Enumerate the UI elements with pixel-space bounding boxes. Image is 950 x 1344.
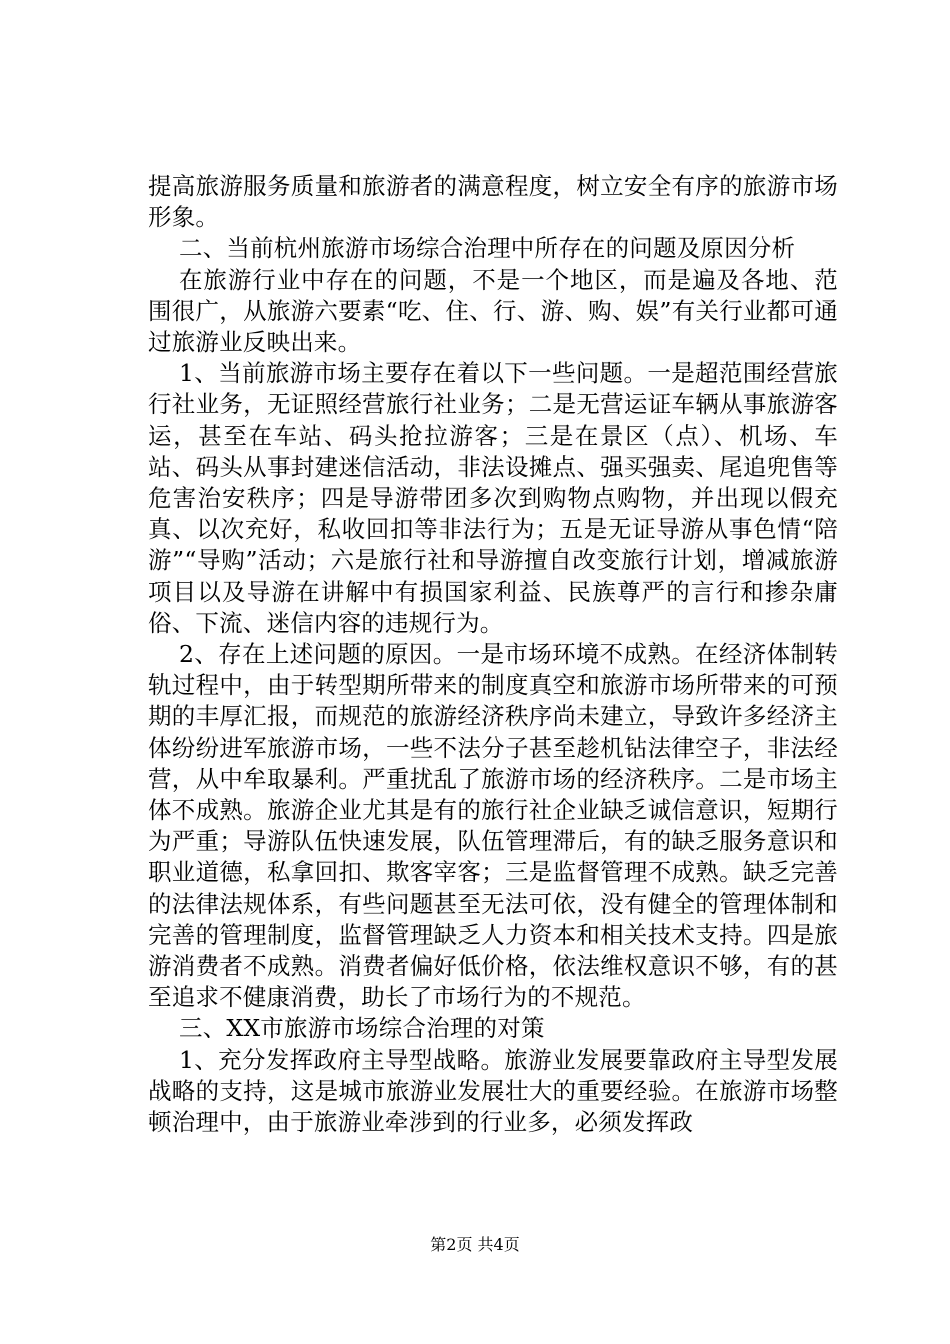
- page-footer: 第2页 共4页: [430, 1235, 520, 1254]
- body-text: [148, 171, 838, 1138]
- paragraph-intro: 在旅游行业中存在的问题，不是一个地区，而是遍及各地、范围很广，从旅游六要素“吃、住、行、游、购、娱”有关行业都可通过旅游业反映出来。: [148, 265, 838, 357]
- paragraph-continuation: 提高旅游服务质量和旅游者的满意程度，树立安全有序的旅游市场形象。: [148, 172, 838, 232]
- section-heading-countermeasures: 三、XX市旅游市场综合治理的对策: [179, 1014, 545, 1043]
- paragraph-problems: 1、当前旅游市场主要存在着以下一些问题。一是超范围经营旅行社业务，无证照经营旅行社业务；二是无营运证车辆从事旅游客运，甚至在车站、码头抢拉游客；三是在景区（点）、机场、车站、码头从事封建迷信活动，非法设摊点、强买强卖、尾追兜售等危害治安秩序；四是导游带团多次到购物点购物，并出现以假充真、以次充好，私收回扣等非法行为；五是无证导游从事色情“陪游”“导购”活动；六是旅行社和导游擅自改变旅行计划，增减旅游项目以及导游在讲解中有损国家利益、民族尊严的言行和掺杂庸俗、下流、迷信内容的违规行为。: [148, 359, 838, 637]
- section-heading-problems: 二、当前杭州旅游市场综合治理中所存在的问题及原因分析: [179, 234, 796, 263]
- paragraph-government-strategy: 1、充分发挥政府主导型战略。旅游业发展要靠政府主导型发展战略的支持，这是城市旅游业发展壮大的重要经验。在旅游市场整顿治理中，由于旅游业牵涉到的行业多，必须发挥政: [148, 1045, 838, 1137]
- paragraph-causes: 2、存在上述问题的原因。一是市场环境不成熟。在经济体制转轨过程中，由于转型期所带来的制度真空和旅游市场所带来的可预期的丰厚汇报，而规范的旅游经济秩序尚未建立，导致许多经济主体纷纷进军旅游市场，一些不法分子甚至趁机钻法律空子，非法经营，从中牟取暴利。严重扰乱了旅游市场的经济秩序。二是市场主体不成熟。旅游企业尤其是有的旅行社企业缺乏诚信意识，短期行为严重；导游队伍快速发展，队伍管理滞后，有的缺乏服务意识和职业道德，私拿回扣、欺客宰客；三是监督管理不成熟。缺乏完善的法律法规体系，有些问题甚至无法可依，没有健全的管理体制和完善的管理制度，监督管理缺乏人力资本和相关技术支持。四是旅游消费者不成熟。消费者偏好低价格，依法维权意识不够，有的甚至追求不健康消费，助长了市场行为的不规范。: [148, 640, 838, 1012]
